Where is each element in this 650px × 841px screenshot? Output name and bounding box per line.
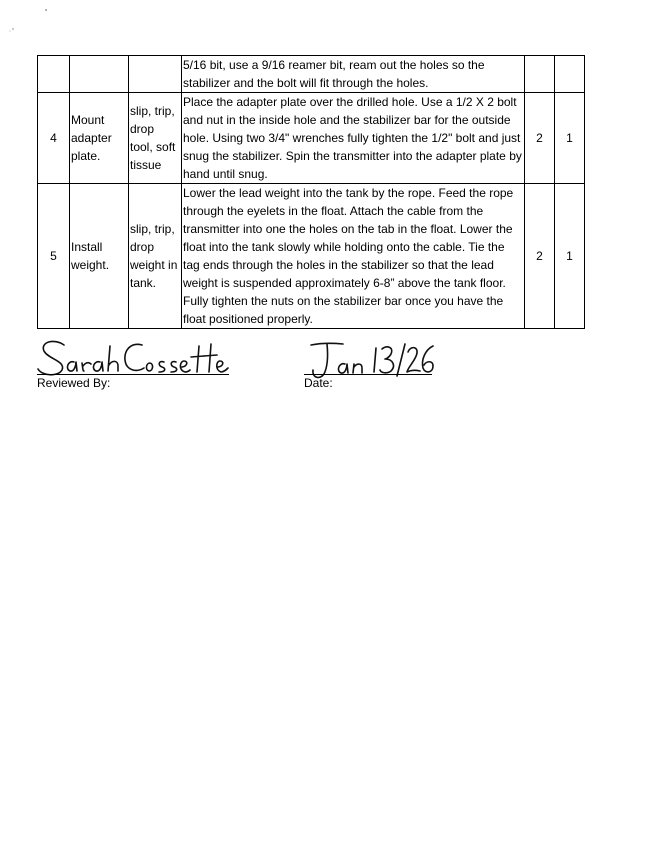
rating-cell-1: 2	[525, 93, 555, 184]
table-row	[38, 184, 585, 329]
rating-cell-1: 2	[525, 184, 555, 329]
rating-cell-2	[555, 56, 585, 93]
reviewed-by-label: Reviewed By:	[37, 376, 111, 390]
procedure-cell: Lower the lead weight into the tank by the rope. Feed the rope through the eyelets in the float. Attach the cable from the transmitter into one the holes on the tab in the float. Lower the float into the tank slowly while holding onto the cable. Tie the tag ends through the holes in the stabilizer so that the lead weight is suspended approximately 6-8” above the tank floor. Fully tighten the nuts on the stabilizer bar once you have the float positioned properly.	[182, 184, 525, 329]
task-cell: Install weight.	[70, 184, 129, 329]
procedure-cell: 5/16 bit, use a 9/16 reamer bit, ream out the holes so the stabilizer and the bolt will fit through the holes.	[182, 56, 525, 93]
task-cell: Mount adapter plate.	[70, 93, 129, 184]
rating-cell-2: 1	[555, 184, 585, 329]
job-hazard-table	[37, 55, 585, 329]
task-cell	[70, 56, 129, 93]
step-number-cell: 4	[38, 93, 70, 184]
table-row	[38, 93, 585, 184]
rating-cell-1	[525, 56, 555, 93]
rating-cell-2: 1	[555, 93, 585, 184]
reviewer-signature-line	[37, 374, 229, 375]
step-number-cell: 5	[38, 184, 70, 329]
scan-speck-marks	[0, 0, 60, 40]
hazards-cell: slip, trip, drop weight in tank.	[129, 184, 182, 329]
date-signature-line	[304, 374, 432, 375]
hazards-cell	[129, 56, 182, 93]
step-number-cell	[38, 56, 70, 93]
table-row	[38, 56, 585, 93]
procedure-cell: Place the adapter plate over the drilled hole. Use a 1/2 X 2 bolt and nut in the inside hole and the stabilizer bar for the outside hole. Using two 3/4" wrenches fully tighten the 1/2" bolt and just snug the stabilizer. Spin the transmitter into the adapter plate by hand until snug.	[182, 93, 525, 184]
hazards-cell: slip, trip, drop tool, soft tissue	[129, 93, 182, 184]
date-label: Date:	[304, 376, 333, 390]
